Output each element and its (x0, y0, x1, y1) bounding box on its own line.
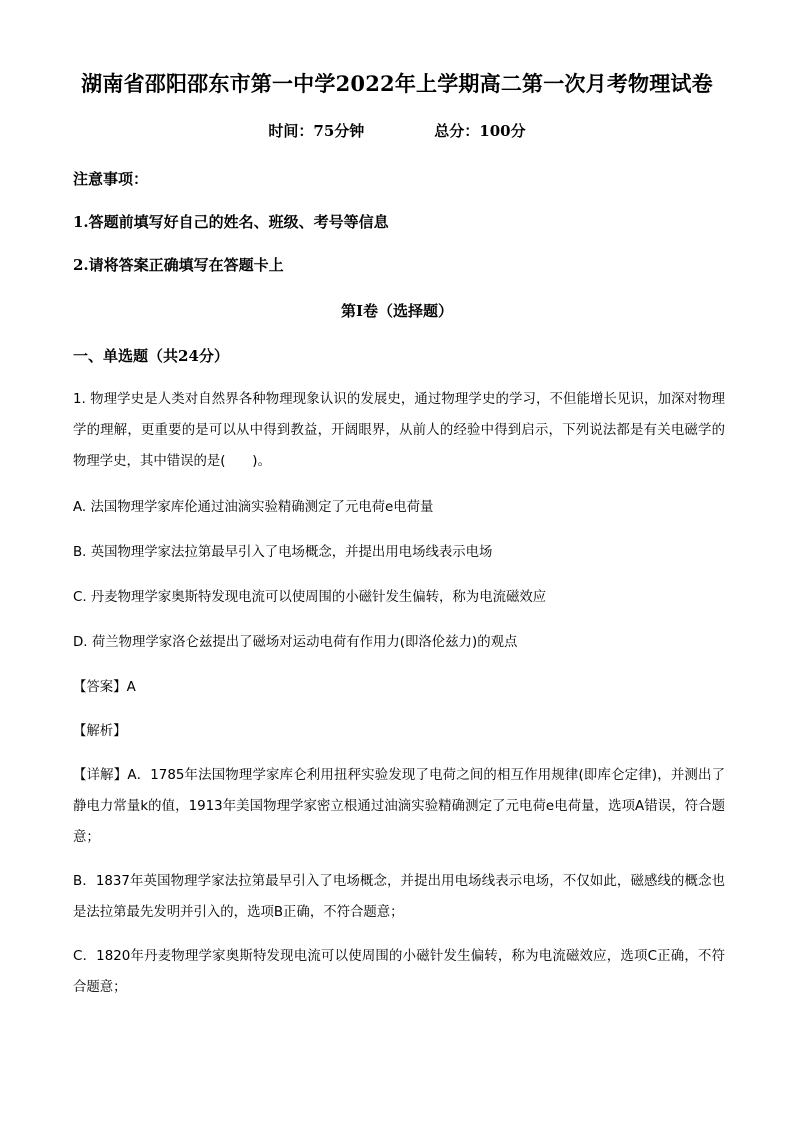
time-label: 时间：75分钟 (268, 122, 365, 140)
answer-value: A (126, 680, 136, 695)
option-c: C. 丹麦物理学家奥斯特发现电流可以使周围的小磁针发生偏转，称为电流磁效应 (73, 590, 547, 605)
detail-c: C．1820年丹麦物理学家奥斯特发现电流可以使周围的小磁针发生偏转，称为电流磁效应，选项C正确，不符合题意； (73, 949, 725, 995)
notice-item-1: 1.答题前填写好自己的姓名、班级、考号等信息 (73, 213, 389, 231)
score-label: 总分：100分 (434, 122, 526, 140)
analysis-tag: 【解析】 (73, 724, 127, 739)
option-d: D. 荷兰物理学家洛仑兹提出了磁场对运动电荷有作用力(即洛伦兹力)的观点 (73, 635, 518, 650)
notice-item-2: 2.请将答案正确填写在答题卡上 (73, 256, 284, 274)
option-b: B. 英国物理学家法拉第最早引入了电场概念，并提出用电场线表示电场 (73, 545, 493, 560)
part-title: 第I卷（选择题） (340, 302, 454, 320)
detail-a: 【详解】A．1785年法国物理学家库仑利用扭秤实验发现了电荷之间的相互作用规律(即库仑定律)，并测出了静电力常量k的值，1913年美国物理学家密立根通过油滴实验精确测定了元电荷e电荷量，选项A错误，符合题意； (73, 768, 725, 845)
question-stem: 1. 物理学史是人类对自然界各种物理现象认识的发展史，通过物理学史的学习，不但能增长见识，加深对物理学的理解，更重要的是可以从中得到教益，开阔眼界，从前人的经验中得到启示，下列说法都是有关电磁学的物理学史，其中错误的是( )。 (73, 392, 725, 469)
exam-title: 湖南省邵阳邵东市第一中学2022年上学期高二第一次月考物理试卷 (81, 71, 713, 96)
notice-heading: 注意事项： (73, 170, 149, 188)
answer-line (73, 676, 136, 695)
detail-b: B．1837年英国物理学家法拉第最早引入了电场概念，并提出用电场线表示电场，不仅如此，磁感线的概念也是法拉第最先发明并引入的，选项B正确，不符合题意； (73, 874, 725, 920)
option-a: A. 法国物理学家库伦通过油滴实验精确测定了元电荷e电荷量 (73, 500, 434, 515)
answer-tag: 【答案】 (73, 680, 127, 695)
exam-meta (0, 120, 794, 141)
section-title: 一、单选题（共24分） (73, 347, 229, 365)
